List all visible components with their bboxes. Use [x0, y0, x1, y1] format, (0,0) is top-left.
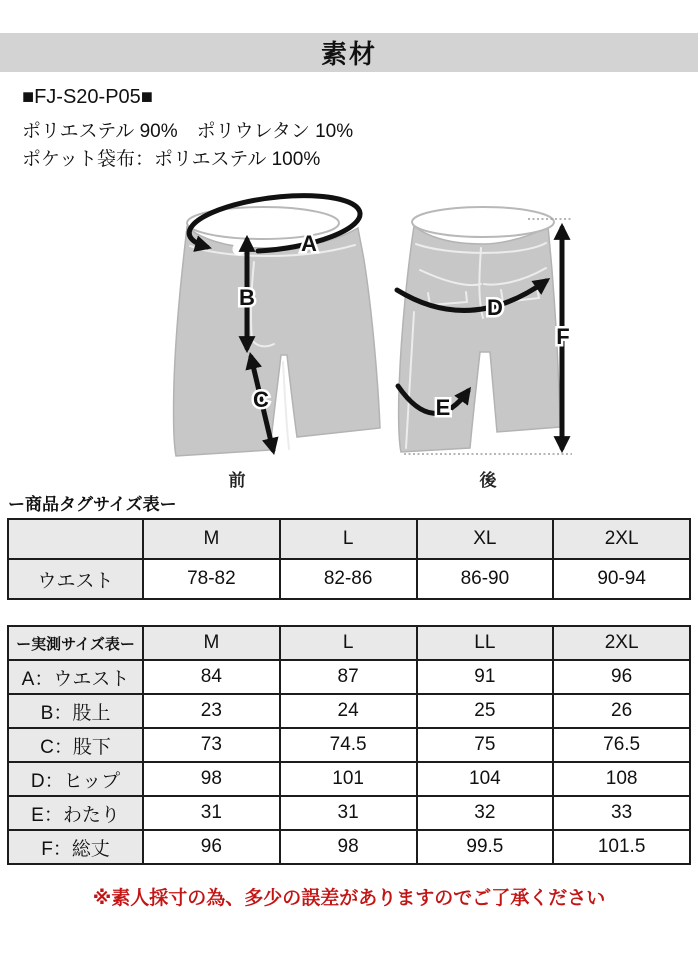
measured-row-waist — [8, 660, 690, 694]
cell-value: 78-82 — [143, 559, 280, 599]
cell-value: 84 — [143, 660, 280, 694]
cell-value: 87 — [280, 660, 417, 694]
cell-value: 86-90 — [417, 559, 554, 599]
front-leg-seam — [283, 362, 289, 449]
marker-C: C — [253, 387, 269, 412]
tag-size-waist-row — [8, 559, 690, 599]
row-label: ウエスト — [8, 559, 143, 599]
measured-size-table — [7, 625, 691, 865]
cell-value: 76.5 — [553, 728, 690, 762]
marker-D: D — [487, 295, 503, 320]
marker-E: E — [435, 395, 451, 420]
shorts-back-view — [397, 207, 572, 490]
cell-value: 33 — [553, 796, 690, 830]
measured-size-header-row — [8, 626, 690, 660]
cell-value: 23 — [143, 694, 280, 728]
measured-size-col-2xl: 2XL — [553, 626, 690, 660]
shorts-front-view — [174, 196, 380, 490]
section-header-bar — [0, 33, 698, 72]
cell-value: 104 — [417, 762, 554, 796]
cell-value: 73 — [143, 728, 280, 762]
marker-A: A — [301, 231, 317, 256]
row-label: F：総丈 — [8, 830, 143, 864]
cell-value: 24 — [280, 694, 417, 728]
cell-value: 98 — [280, 830, 417, 864]
cell-value: 101 — [280, 762, 417, 796]
tag-size-col-xl: XL — [417, 519, 554, 559]
cell-value: 75 — [417, 728, 554, 762]
measured-size-col-l: L — [280, 626, 417, 660]
front-view-label: 前 — [228, 471, 246, 490]
measurement-disclaimer: ※素人採寸の為、多少の誤差がありますのでご了承ください — [92, 888, 606, 909]
marker-F: F — [556, 324, 570, 349]
pocket-material: ポケット袋布：ポリエステル 100% — [22, 149, 321, 170]
measured-row-total-length — [8, 830, 690, 864]
measured-size-table-title: ー実測サイズ表ー — [8, 626, 143, 660]
section-title: 素材 — [320, 39, 377, 69]
tag-size-header-row — [8, 519, 690, 559]
measured-size-col-ll: LL — [417, 626, 554, 660]
cell-value: 31 — [280, 796, 417, 830]
cell-value: 82-86 — [280, 559, 417, 599]
measured-row-hip — [8, 762, 690, 796]
marker-B: B — [239, 285, 255, 310]
row-label: C：股下 — [8, 728, 143, 762]
cell-value: 96 — [553, 660, 690, 694]
cell-value: 96 — [143, 830, 280, 864]
cell-value: 74.5 — [280, 728, 417, 762]
cell-value: 98 — [143, 762, 280, 796]
row-label: E：わたり — [8, 796, 143, 830]
tag-size-table — [7, 518, 691, 600]
cell-value: 90-94 — [553, 559, 690, 599]
cell-value: 108 — [553, 762, 690, 796]
measured-row-thigh — [8, 796, 690, 830]
cell-value: 32 — [417, 796, 554, 830]
tag-size-corner-cell — [8, 519, 143, 559]
cell-value: 101.5 — [553, 830, 690, 864]
cell-value: 25 — [417, 694, 554, 728]
cell-value: 26 — [553, 694, 690, 728]
waist-opening-back — [412, 207, 554, 237]
tag-size-col-2xl: 2XL — [553, 519, 690, 559]
product-code: ■FJ-S20-P05■ — [22, 86, 153, 108]
tag-size-col-l: L — [280, 519, 417, 559]
size-measurement-diagram — [0, 190, 698, 490]
cell-value: 91 — [417, 660, 554, 694]
tag-size-col-m: M — [143, 519, 280, 559]
cell-value: 31 — [143, 796, 280, 830]
row-label: B：股上 — [8, 694, 143, 728]
back-view-label: 後 — [479, 471, 497, 490]
material-composition: ポリエステル 90% ポリウレタン 10% — [22, 121, 354, 142]
row-label: D：ヒップ — [8, 762, 143, 796]
shorts-front-body — [174, 227, 380, 456]
cell-value: 99.5 — [417, 830, 554, 864]
tag-size-table-title: ー商品タグサイズ表ー — [8, 495, 177, 514]
waist-button — [233, 243, 246, 256]
measured-row-inseam — [8, 728, 690, 762]
measured-row-rise — [8, 694, 690, 728]
row-label: A：ウエスト — [8, 660, 143, 694]
measured-size-col-m: M — [143, 626, 280, 660]
